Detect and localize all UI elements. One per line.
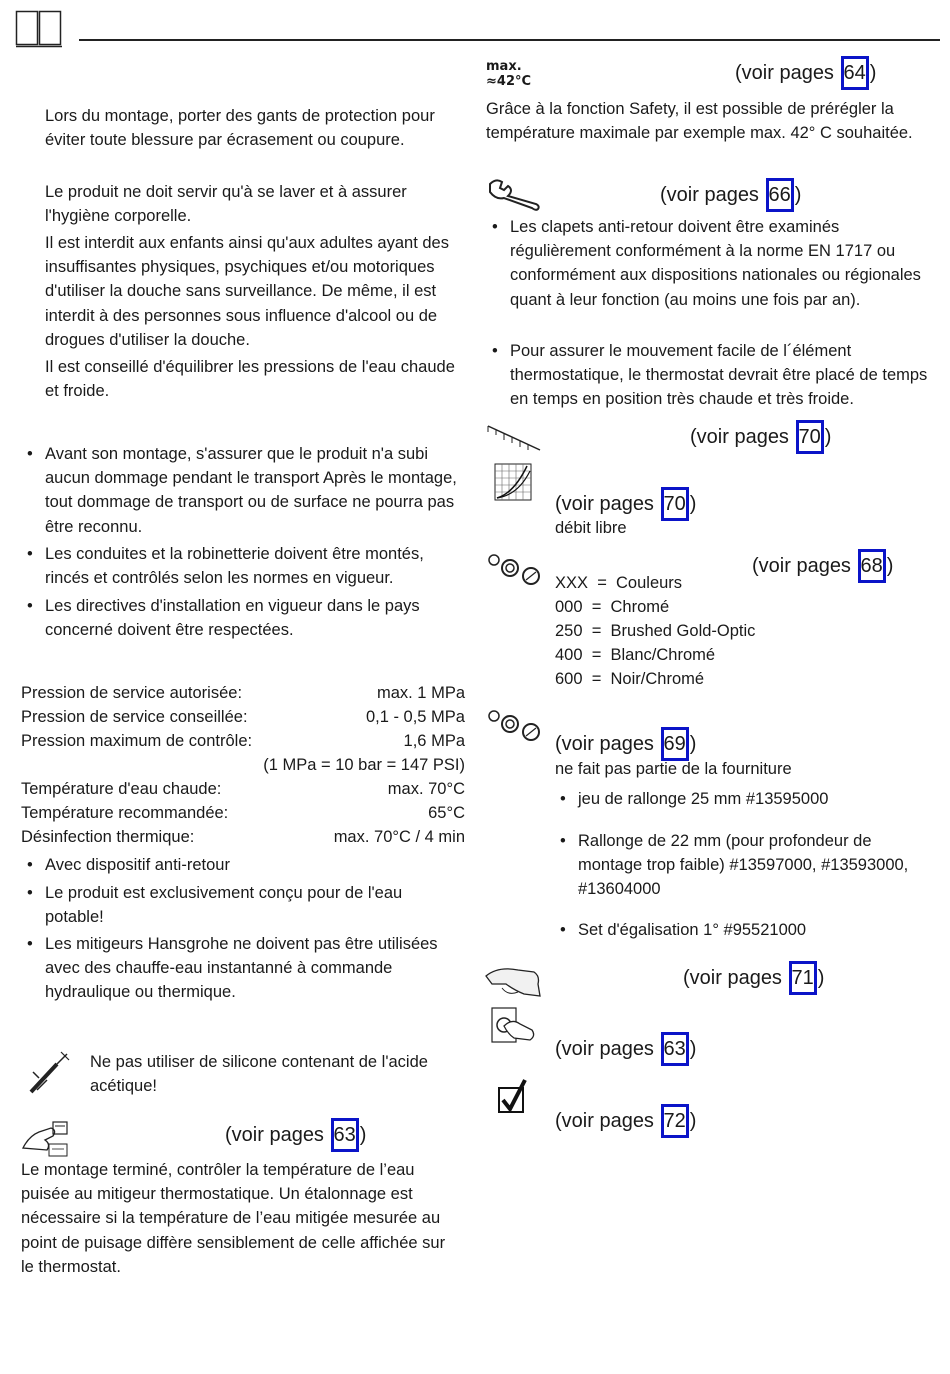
- list-item: • Les conduites et la robinetterie doivent être montés, rincés et contrôlés selon les normes en vigueur.: [27, 545, 424, 588]
- flow-diagram-icon: [494, 463, 532, 501]
- safety-paragraph: Le produit ne doit servir qu'à se laver et à assurer l'hygiène corporelle.: [45, 183, 407, 226]
- list-item: • Le produit est exclusivement conçu pour de l'eau potable!: [27, 884, 403, 927]
- page-reference: (voir pages 68 ): [752, 549, 893, 583]
- page-reference: (voir pages 64 ): [735, 56, 876, 90]
- silicone-gun-icon: [27, 1050, 73, 1096]
- safety-paragraph: Lors du montage, porter des gants de protection pour éviter toute blessure par écrasement ou coupure.: [45, 107, 435, 150]
- list-item: • Avant son montage, s'assurer que le produit n'a subi aucun dommage pendant le transport Après le montage, tout dommage de transport ou de surface ne pourra pas être reconnu.: [27, 445, 457, 536]
- calibration-text: Le montage terminé, contrôler la température de l’eau puisée au mitigeur thermostatique. Un étalonnage est nécessaire si la température de l’eau mitigée mesurée au point de puisage diffère sensiblement de celle affichée sur le thermostat.: [21, 1161, 446, 1276]
- operation-hand-icon: [490, 1006, 536, 1044]
- page-link[interactable]: 72: [661, 1104, 689, 1138]
- parts-icon: [486, 706, 542, 742]
- page-reference: (voir pages 72 ): [555, 1104, 696, 1138]
- list-item: 400 = Blanc/Chromé: [555, 646, 716, 664]
- list-item: • Rallonge de 22 mm (pour profondeur de montage trop faible) #13597000, #13593000, #13604000: [560, 832, 909, 899]
- list-item: 250 = Brushed Gold-Optic: [555, 622, 756, 640]
- list-item: • Les directives d'installation en vigueur dans le pays concerné doivent être respectées.: [27, 597, 420, 640]
- book-icon: [15, 10, 63, 48]
- list-item: 000 = Chromé: [555, 598, 670, 616]
- cleaning-hand-icon: [484, 962, 544, 1000]
- wrench-icon: [486, 178, 542, 212]
- page-link[interactable]: 64: [841, 56, 869, 90]
- safety-temp-icon: max. ≈42°C: [486, 59, 532, 89]
- page-reference: (voir pages 70 ): [690, 420, 831, 454]
- page-link[interactable]: 66: [766, 178, 794, 212]
- silicone-note: Ne pas utiliser de silicone contenant de l'acide acétique!: [90, 1053, 428, 1096]
- accessories-note: ne fait pas partie de la fourniture: [555, 760, 792, 778]
- page-reference: (voir pages 66 ): [660, 178, 801, 212]
- ruler-icon: [486, 420, 542, 454]
- page-link[interactable]: 71: [789, 961, 817, 995]
- safety-paragraph: Il est conseillé d'équilibrer les pressions de l'eau chaude et froide.: [45, 358, 455, 401]
- page-link[interactable]: 63: [661, 1032, 689, 1066]
- list-item: • Set d'égalisation 1° #95521000: [560, 921, 807, 939]
- list-item: • Les mitigeurs Hansgrohe ne doivent pas être utilisées avec des chauffe-eau instantanné à commande hydraulique ou thermique.: [27, 935, 438, 1002]
- page-reference: (voir pages 69 ): [555, 727, 696, 761]
- page-reference: (voir pages 70 ): [555, 487, 696, 521]
- page-reference: (voir pages 71 ): [683, 961, 824, 995]
- list-item: • Pour assurer le mouvement facile de l´élément thermostatique, le thermostat devrait être placé de temps en temps en position très chaude et très froide.: [492, 342, 928, 409]
- header-rule: [79, 39, 940, 41]
- page-link[interactable]: 69: [661, 727, 689, 761]
- page-link[interactable]: 70: [661, 487, 689, 521]
- checkbox-icon: [497, 1078, 529, 1116]
- list-item: • Les clapets anti-retour doivent être examinés régulièrement conformément à la norme EN 1717 ou conformément aux dispositions nationales ou régionales quant à leur fonction (au moins une fois par an).: [492, 218, 921, 309]
- safety-paragraph: Il est interdit aux enfants ainsi qu'aux adultes ayant des insuffisantes physiques, psychiques et/ou motoriques d'utiliser la douche sans surveillance. De même, il est interdit à des personnes sous influence d'alcool ou de drogues d'utiliser la douche.: [45, 234, 449, 349]
- page-link[interactable]: 68: [858, 549, 886, 583]
- list-item: 600 = Noir/Chromé: [555, 670, 705, 688]
- flow-text: débit libre: [555, 519, 627, 537]
- list-item: XXX = Couleurs: [555, 574, 683, 592]
- page-reference: (voir pages 63 ): [555, 1032, 696, 1066]
- page-reference: (voir pages 63 ): [225, 1118, 366, 1152]
- list-item: • Avec dispositif anti-retour: [27, 856, 230, 874]
- safety-text: Grâce à la fonction Safety, il est possible de prérégler la température maximale par exemple max. 42° C souhaitée.: [486, 100, 913, 143]
- calibration-hand-icon: [21, 1118, 71, 1158]
- page-link[interactable]: 63: [331, 1118, 359, 1152]
- parts-icon: [486, 550, 542, 586]
- list-item: • jeu de rallonge 25 mm #13595000: [560, 790, 829, 808]
- page-link[interactable]: 70: [796, 420, 824, 454]
